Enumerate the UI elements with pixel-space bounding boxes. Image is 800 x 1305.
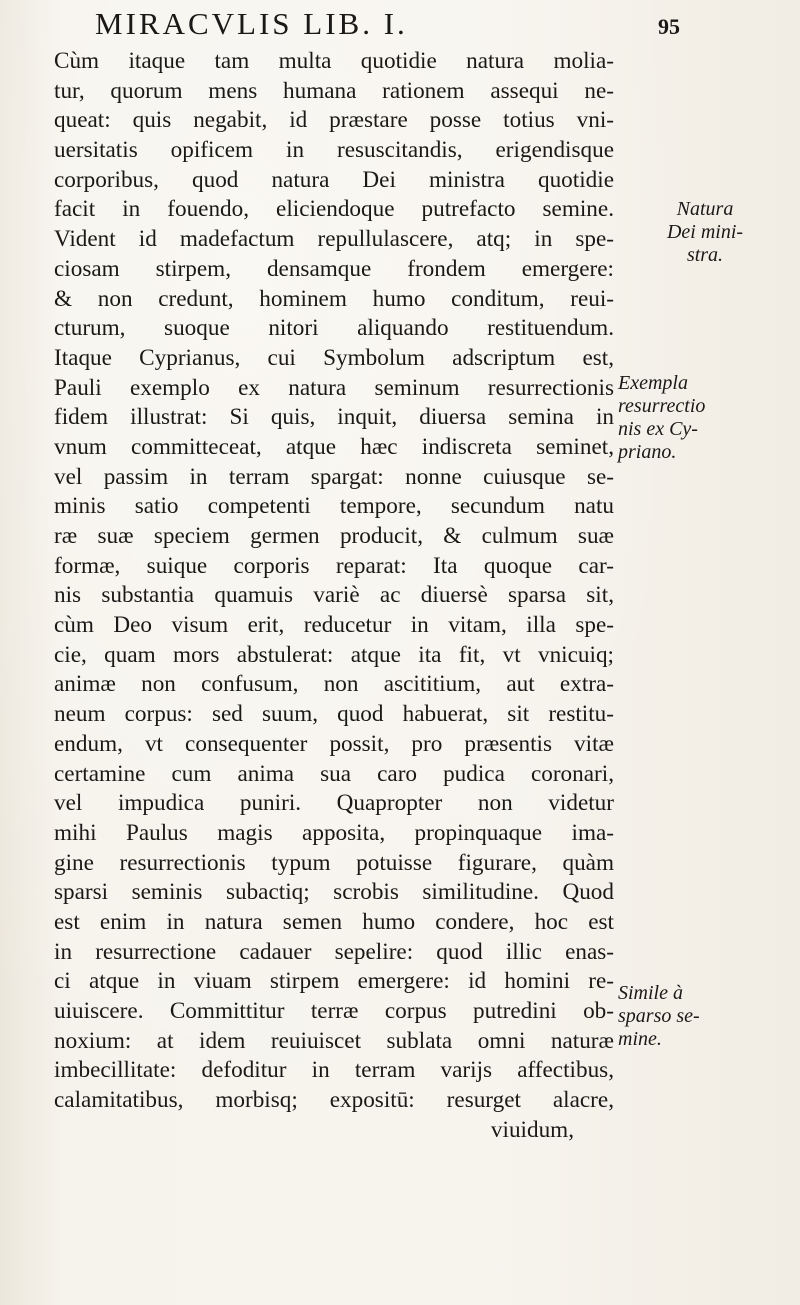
text-line: in resurrectione cadauer sepelire: quod illic enas-	[54, 938, 614, 965]
margin-note-line: Natura	[676, 198, 734, 220]
text-line: sparsi seminis subactiq; scrobis similitudine. Quod	[54, 879, 614, 906]
text-line: & non credunt, hominem humo conditum, reui-	[54, 285, 614, 312]
text-line: gine resurrectionis typum potuisse figurare, quàm	[54, 849, 614, 876]
text-line: viuidum,	[490, 1116, 574, 1143]
text-line: animæ non confusum, non ascititium, aut extra-	[54, 671, 614, 698]
page-number: 95	[658, 14, 680, 39]
body-text	[54, 47, 614, 1145]
text-line: vel passim in terram spargat: nonne cuiusque se-	[54, 463, 614, 490]
text-line: nis substantia quamuis variè ac diuersè sparsa sit,	[54, 582, 614, 609]
text-line: fidem illustrat: Si quis, inquit, diuersa semina in	[54, 404, 614, 431]
text-line: corporibus, quod natura Dei ministra quotidie	[54, 166, 614, 193]
text-line: cie, quam mors abstulerat: atque ita fit, vt vnicuiq;	[54, 641, 614, 668]
running-head: MIRACVLIS LIB. I.	[95, 6, 408, 41]
text-line: minis satio competenti tempore, secundum natu	[54, 493, 614, 520]
text-line: vnum committeceat, atque hæc indiscreta seminet,	[54, 433, 614, 460]
margin-note-natura	[615, 198, 795, 267]
text-line: cùm Deo visum erit, reducetur in vitam, illa spe-	[54, 612, 614, 639]
margin-note-line: nis ex Cy-	[618, 418, 698, 440]
text-line: uiuiscere. Committitur terræ corpus putredini ob-	[54, 998, 614, 1024]
margin-note-line: Dei mini-	[666, 221, 744, 243]
margin-note-simile	[618, 982, 798, 1051]
margin-note-line: sparso se-	[618, 1005, 700, 1027]
text-line: facit in fouendo, eliciendoque putrefacto semine.	[54, 196, 614, 223]
text-line: imbecillitate: defoditur in terram varijs affectibus,	[54, 1057, 614, 1084]
text-line: est enim in natura semen humo condere, hoc est	[54, 908, 614, 935]
text-line: calamitatibus, morbisq; expositū: resurget alacre,	[54, 1087, 614, 1114]
page-header	[95, 6, 680, 40]
margin-note-line: resurrectio	[618, 395, 706, 417]
text-line: ræ suæ speciem germen producit, & culmum suæ	[54, 523, 614, 549]
margin-note-line: Exempla	[618, 372, 688, 394]
text-line: Cùm itaque tam multa quotidie natura molia-	[54, 48, 614, 74]
margin-note-line: priano.	[618, 441, 677, 463]
text-line: Pauli exemplo ex natura seminum resurrectionis	[54, 374, 614, 401]
text-line: endum, vt consequenter possit, pro præsentis vitæ	[54, 730, 614, 757]
text-line: ci atque in viuam stirpem emergere: id homini re-	[54, 968, 614, 995]
text-line: queat: quis negabit, id præstare posse totius vni-	[54, 107, 614, 134]
text-line: tur, quorum mens humana rationem assequi ne-	[54, 77, 614, 104]
margin-note-exempla	[618, 372, 798, 464]
text-line: Vident id madefactum repullulascere, atq; in spe-	[54, 226, 614, 253]
text-line: noxium: at idem reuiuiscet sublata omni naturæ	[54, 1027, 614, 1054]
text-line: vel impudica puniri. Quapropter non videtur	[54, 790, 614, 817]
margin-note-line: Simile à	[618, 982, 683, 1004]
text-line: mihi Paulus magis apposita, propinquaque ima-	[54, 819, 614, 846]
margin-note-line: stra.	[686, 244, 724, 266]
text-line: Itaque Cyprianus, cui Symbolum adscriptum est,	[54, 344, 614, 371]
text-line: certamine cum anima sua caro pudica coronari,	[54, 760, 614, 787]
text-line: formæ, suique corporis reparat: Ita quoque car-	[54, 552, 614, 579]
text-line: ciosam stirpem, densamque frondem emergere:	[54, 255, 614, 282]
text-line: cturum, suoque nitori aliquando restituendum.	[54, 315, 614, 342]
text-line: neum corpus: sed suum, quod habuerat, sit restitu-	[54, 701, 614, 728]
text-line: uersitatis opificem in resuscitandis, erigendisque	[54, 137, 614, 164]
margin-note-line: mine.	[618, 1028, 662, 1050]
